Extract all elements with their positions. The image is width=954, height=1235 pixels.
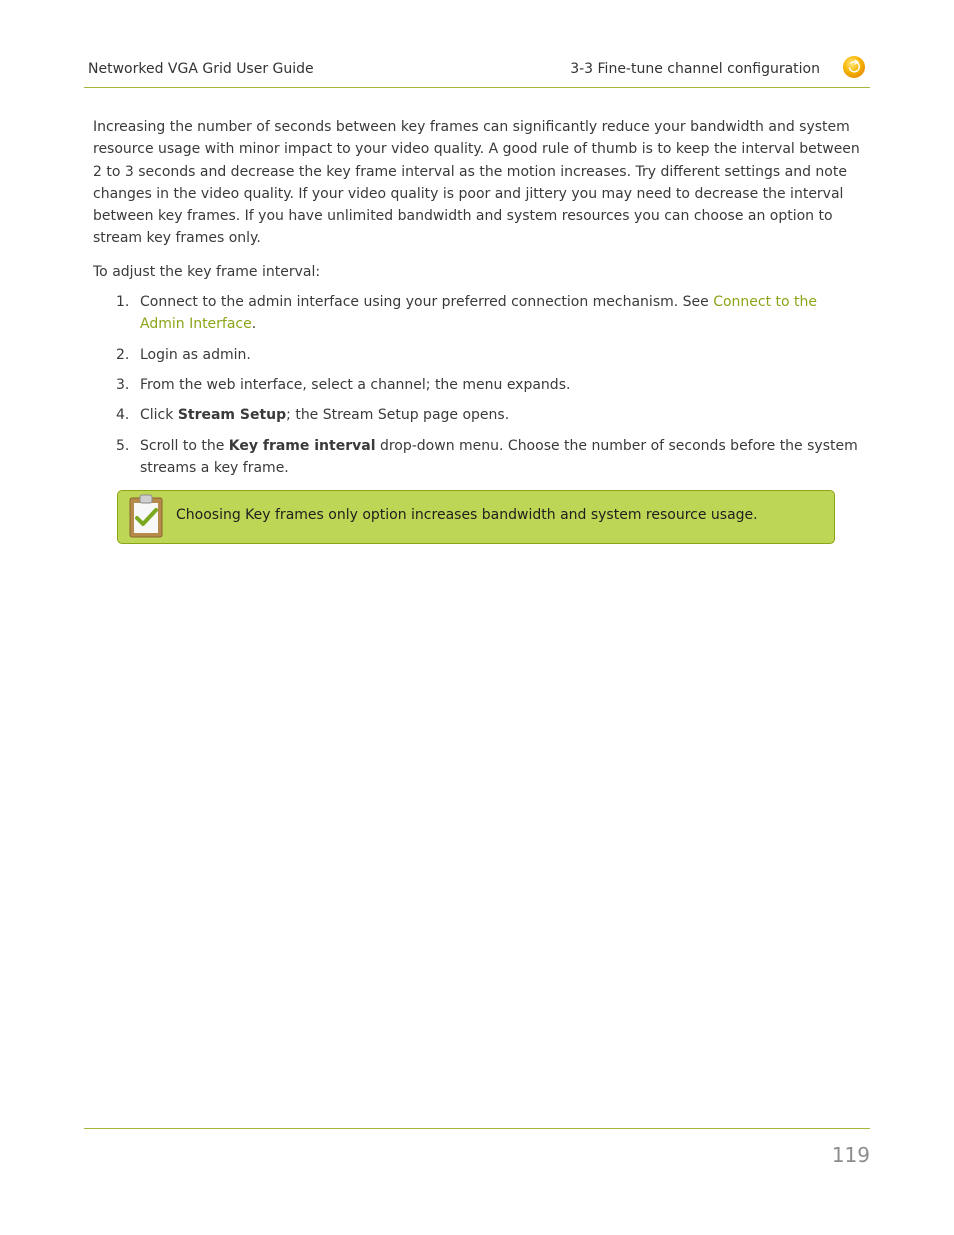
connect-admin-link[interactable]: Connect to the Admin Interface	[140, 294, 818, 333]
stream-setup-term: Stream Setup	[177, 407, 287, 424]
intro-paragraph: Increasing the number of seconds between key frames can significantly reduce your bandwidth and system resource usage with minor impact to your video quality. A good rule of thumb is to keep the interval between 2 to 3 seconds and decrease the key frame interval as the motion increases. Try different settings and note changes in the video quality. If your video quality is poor and jittery you may need to decrease the interval between key frames. If you have unlimited bandwidth and system resources you can choose an option to stream key frames only.	[93, 119, 860, 247]
list-item	[93, 374, 863, 396]
list-item	[93, 344, 863, 366]
section-title: 3-3 Fine-tune channel configuration	[570, 61, 820, 77]
list-item	[93, 435, 863, 480]
list-item	[93, 291, 863, 336]
procedure-steps	[93, 291, 863, 479]
guide-title: Networked VGA Grid User Guide	[88, 61, 314, 77]
note-text: Choosing Key frames only option increases bandwidth and system resource usage.	[176, 507, 758, 523]
step-text: Scroll to the	[140, 437, 229, 454]
step-text: Connect to the admin interface using your preferred connection mechanism. See	[140, 294, 714, 311]
list-item	[93, 404, 863, 426]
page-header	[84, 52, 870, 88]
step-text: Click	[140, 407, 178, 424]
step-number: 2.	[116, 346, 130, 363]
step-number: 3.	[116, 376, 130, 393]
step-number: 5.	[116, 437, 130, 454]
step-text: ; the Stream Setup page opens.	[286, 407, 510, 424]
step-text: .	[251, 316, 257, 333]
page-number: 119	[831, 1143, 870, 1167]
step-text: Login as admin.	[140, 346, 251, 363]
footer-divider	[84, 1128, 870, 1129]
step-number: 1.	[116, 294, 130, 311]
main-content	[93, 116, 863, 487]
step-text: From the web interface, select a channel; the menu expands.	[140, 376, 571, 393]
step-number: 4.	[116, 407, 130, 424]
procedure-lead: To adjust the key frame interval:	[93, 263, 321, 280]
key-frame-interval-term: Key frame interval	[228, 437, 376, 454]
clipboard-check-icon	[128, 493, 164, 539]
note-callout	[117, 490, 835, 544]
brand-circle-icon	[842, 55, 866, 79]
step-text: drop-down menu. Choose the number of seconds before the system streams a key frame.	[140, 437, 858, 476]
